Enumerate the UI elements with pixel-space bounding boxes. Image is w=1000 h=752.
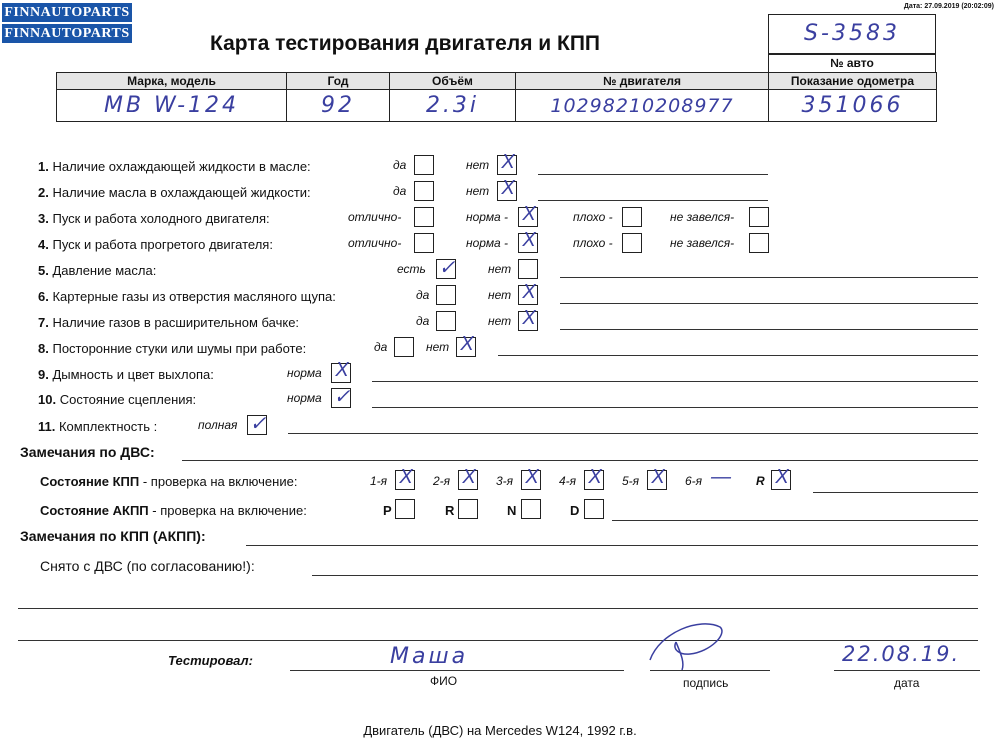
- col-engine-number: № двигателя: [516, 73, 769, 90]
- opt-yes: да: [416, 314, 430, 328]
- item-6: [38, 289, 336, 304]
- check-mark: X: [501, 177, 515, 199]
- akpp-p-checkbox[interactable]: [395, 499, 415, 519]
- checkbox-no[interactable]: [456, 333, 476, 357]
- val-volume: 2.3i: [390, 90, 516, 122]
- checkbox-normal[interactable]: [518, 203, 538, 227]
- item-num: 4.: [38, 237, 49, 252]
- col-year: Год: [287, 73, 390, 90]
- note-line: [560, 277, 978, 278]
- fio-label: ФИО: [430, 674, 458, 688]
- item-num: 8.: [38, 341, 49, 356]
- opt-no: нет: [488, 314, 512, 328]
- item-num: 2.: [38, 185, 49, 200]
- akpp-n-label: N: [507, 503, 517, 518]
- signature-label: подпись: [683, 676, 729, 690]
- checkbox-normal[interactable]: [331, 359, 351, 383]
- akpp-d-label: D: [570, 503, 580, 518]
- opt-normal: норма: [287, 366, 322, 380]
- check-mark: X: [522, 307, 536, 329]
- gear-2-checkbox[interactable]: [458, 466, 478, 490]
- item-label: Наличие газов в расширительном бачке:: [52, 315, 300, 330]
- date-value: 22.08.19.: [842, 642, 961, 666]
- vehicle-info-table: [56, 72, 937, 122]
- item-num: 3.: [38, 211, 49, 226]
- item-num: 9.: [38, 367, 49, 382]
- signature-mark: [640, 612, 730, 672]
- item-label: Дымность и цвет выхлопа:: [52, 367, 214, 382]
- akpp-state-label: [40, 503, 307, 518]
- item-num: 1.: [38, 159, 49, 174]
- tester-name: Маша: [390, 644, 469, 669]
- akpp-state-bold: Состояние АКПП: [40, 503, 149, 518]
- checkbox-normal[interactable]: [331, 388, 351, 408]
- logo-top: FINNAUTOPARTS: [2, 3, 132, 22]
- akpp-note-line: [612, 520, 978, 521]
- item-11: [38, 419, 157, 434]
- opt-no: нет: [426, 340, 450, 354]
- gear-6-checkbox[interactable]: [710, 466, 731, 490]
- item-num: 7.: [38, 315, 49, 330]
- checkbox-yes[interactable]: [414, 181, 434, 201]
- check-mark: X: [588, 466, 602, 488]
- opt-no: нет: [488, 262, 512, 276]
- item-label: Состояние сцепления:: [59, 392, 197, 407]
- fio-line: [290, 670, 624, 671]
- opt-no: нет: [466, 184, 490, 198]
- opt-normal: норма -: [466, 210, 509, 224]
- opt-present: есть: [397, 262, 426, 276]
- auto-number-value: S-3583: [804, 21, 900, 46]
- gear-3-checkbox[interactable]: [521, 466, 541, 490]
- auto-number-label: № авто: [768, 54, 936, 73]
- checkbox-excellent[interactable]: [414, 233, 434, 253]
- auto-number-box: [768, 14, 936, 54]
- val-make-model: МВ W-124: [57, 90, 287, 122]
- kpp-state-rest: - проверка на включение:: [139, 474, 298, 489]
- note-line: [560, 303, 978, 304]
- photo-caption: Двигатель (ДВС) на Mercedes W124, 1992 г.в.: [0, 710, 1000, 750]
- kpp-state-label: [40, 474, 297, 489]
- checkbox-normal[interactable]: [518, 229, 538, 253]
- note-line: [538, 200, 768, 201]
- note-line: [288, 433, 978, 434]
- check-mark: X: [501, 151, 515, 173]
- signature-line: [650, 670, 770, 671]
- checkbox-yes[interactable]: [436, 285, 456, 305]
- item-3: [38, 211, 270, 226]
- gear-5-checkbox[interactable]: [647, 466, 667, 490]
- item-num: 11.: [38, 419, 56, 434]
- dvs-remarks-line: [182, 460, 978, 461]
- opt-no: нет: [466, 158, 490, 172]
- note-line: [560, 329, 978, 330]
- akpp-n-checkbox[interactable]: [521, 499, 541, 519]
- note-line: [538, 174, 768, 175]
- date-line: [834, 670, 980, 671]
- gear-6-label: 6-я: [685, 474, 703, 488]
- kpp-note-line: [813, 492, 978, 493]
- item-num: 5.: [38, 263, 49, 278]
- opt-yes: да: [393, 184, 407, 198]
- opt-not-started: не завелся-: [670, 210, 735, 224]
- item-num: 6.: [38, 289, 49, 304]
- item-9: [38, 367, 214, 382]
- check-mark: X: [775, 466, 789, 488]
- note-line: [372, 381, 978, 382]
- item-label: Пуск и работа холодного двигателя:: [52, 211, 270, 226]
- page-title: Карта тестирования двигателя и КПП: [210, 32, 601, 55]
- item-label: Наличие масла в охлаждающей жидкости:: [52, 185, 311, 200]
- checkbox-complete[interactable]: [247, 415, 267, 435]
- akpp-r-label: R: [445, 503, 455, 518]
- item-label: Пуск и работа прогретого двигателя:: [52, 237, 273, 252]
- checkbox-excellent[interactable]: [414, 207, 434, 227]
- check-mark: ✓: [438, 257, 456, 279]
- item-label: Картерные газы из отверстия масляного щупа:: [52, 289, 336, 304]
- check-mark: X: [522, 281, 536, 303]
- check-mark: ✓: [333, 386, 351, 408]
- opt-yes: да: [374, 340, 388, 354]
- check-mark: —: [711, 466, 731, 488]
- item-label: Давление масла:: [52, 263, 157, 278]
- gear-2-label: 2-я: [433, 474, 451, 488]
- opt-yes: да: [393, 158, 407, 172]
- checkbox-no[interactable]: [518, 307, 538, 331]
- opt-not-started: не завелся-: [670, 236, 735, 250]
- opt-yes: да: [416, 288, 430, 302]
- akpp-d-checkbox[interactable]: [584, 499, 604, 519]
- item-7: [38, 315, 299, 330]
- checkbox-yes[interactable]: [394, 337, 414, 357]
- check-mark: X: [522, 229, 536, 251]
- removed-line: [312, 575, 978, 576]
- check-mark: ✓: [249, 413, 267, 435]
- checkbox-no[interactable]: [497, 151, 517, 175]
- akpp-r-checkbox[interactable]: [458, 499, 478, 519]
- gear-r-label: R: [756, 474, 765, 488]
- item-4: [38, 237, 273, 252]
- check-mark: X: [399, 466, 413, 488]
- col-odometer: Показание одометра: [769, 73, 937, 90]
- gear-4-checkbox[interactable]: [584, 466, 604, 490]
- gear-4-label: 4-я: [559, 474, 577, 488]
- akpp-state-rest: - проверка на включение:: [148, 503, 307, 518]
- checkbox-no[interactable]: [497, 177, 517, 201]
- checkbox-not-started[interactable]: [749, 207, 769, 227]
- checkbox-bad[interactable]: [622, 207, 642, 227]
- note-line: [498, 355, 978, 356]
- val-engine-number: 10298210208977: [516, 90, 769, 122]
- opt-complete: полная: [198, 418, 238, 432]
- item-8: [38, 341, 306, 356]
- val-year: 92: [287, 90, 390, 122]
- tested-label: Тестировал:: [168, 653, 253, 668]
- logo-bottom: FINNAUTOPARTS: [2, 24, 132, 43]
- item-1: [38, 159, 311, 174]
- akpp-p-label: P: [383, 503, 392, 518]
- note-line: [372, 407, 978, 408]
- opt-excellent: отлично-: [348, 210, 402, 224]
- checkbox-no[interactable]: [518, 281, 538, 305]
- col-make-model: Марка, модель: [57, 73, 287, 90]
- col-volume: Объём: [390, 73, 516, 90]
- date-label: дата: [894, 676, 920, 690]
- check-mark: X: [462, 466, 476, 488]
- checkbox-yes[interactable]: [436, 311, 456, 331]
- item-2: [38, 185, 311, 200]
- gear-3-label: 3-я: [496, 474, 514, 488]
- opt-excellent: отлично-: [348, 236, 402, 250]
- checkbox-not-started[interactable]: [749, 233, 769, 253]
- checkbox-no[interactable]: [518, 259, 538, 279]
- kpp-remarks-label: Замечания по КПП (АКПП):: [20, 528, 206, 544]
- opt-bad: плохо -: [573, 210, 613, 224]
- removed-label: Снято с ДВС (по согласованию!):: [40, 558, 255, 574]
- check-mark: X: [460, 333, 474, 355]
- opt-bad: плохо -: [573, 236, 613, 250]
- checkbox-yes[interactable]: [414, 155, 434, 175]
- item-num: 10.: [38, 392, 57, 407]
- gear-1-checkbox[interactable]: [395, 466, 415, 490]
- gear-r-checkbox[interactable]: [771, 466, 791, 490]
- opt-no: нет: [488, 288, 512, 302]
- dvs-remarks-label: Замечания по ДВС:: [20, 444, 155, 460]
- val-odometer: 351066: [769, 90, 937, 122]
- opt-normal: норма: [287, 391, 322, 405]
- item-10: [38, 392, 196, 407]
- removed-line-3: [18, 640, 978, 641]
- check-mark: X: [335, 359, 349, 381]
- kpp-remarks-line: [246, 545, 978, 546]
- checkbox-present[interactable]: [436, 259, 456, 279]
- gear-1-label: 1-я: [370, 474, 388, 488]
- check-mark: X: [525, 466, 539, 488]
- item-5: [38, 263, 156, 278]
- kpp-state-bold: Состояние КПП: [40, 474, 140, 489]
- check-mark: X: [522, 203, 536, 225]
- opt-normal: норма -: [466, 236, 509, 250]
- check-mark: X: [651, 466, 665, 488]
- date-stamp: Дата: 27.09.2019 (20:02:09): [903, 3, 994, 10]
- removed-line-2: [18, 608, 978, 609]
- item-label: Комплектность :: [58, 419, 158, 434]
- item-label: Наличие охлаждающей жидкости в масле:: [52, 159, 311, 174]
- item-label: Посторонние стуки или шумы при работе:: [52, 341, 307, 356]
- gear-5-label: 5-я: [622, 474, 640, 488]
- checkbox-bad[interactable]: [622, 233, 642, 253]
